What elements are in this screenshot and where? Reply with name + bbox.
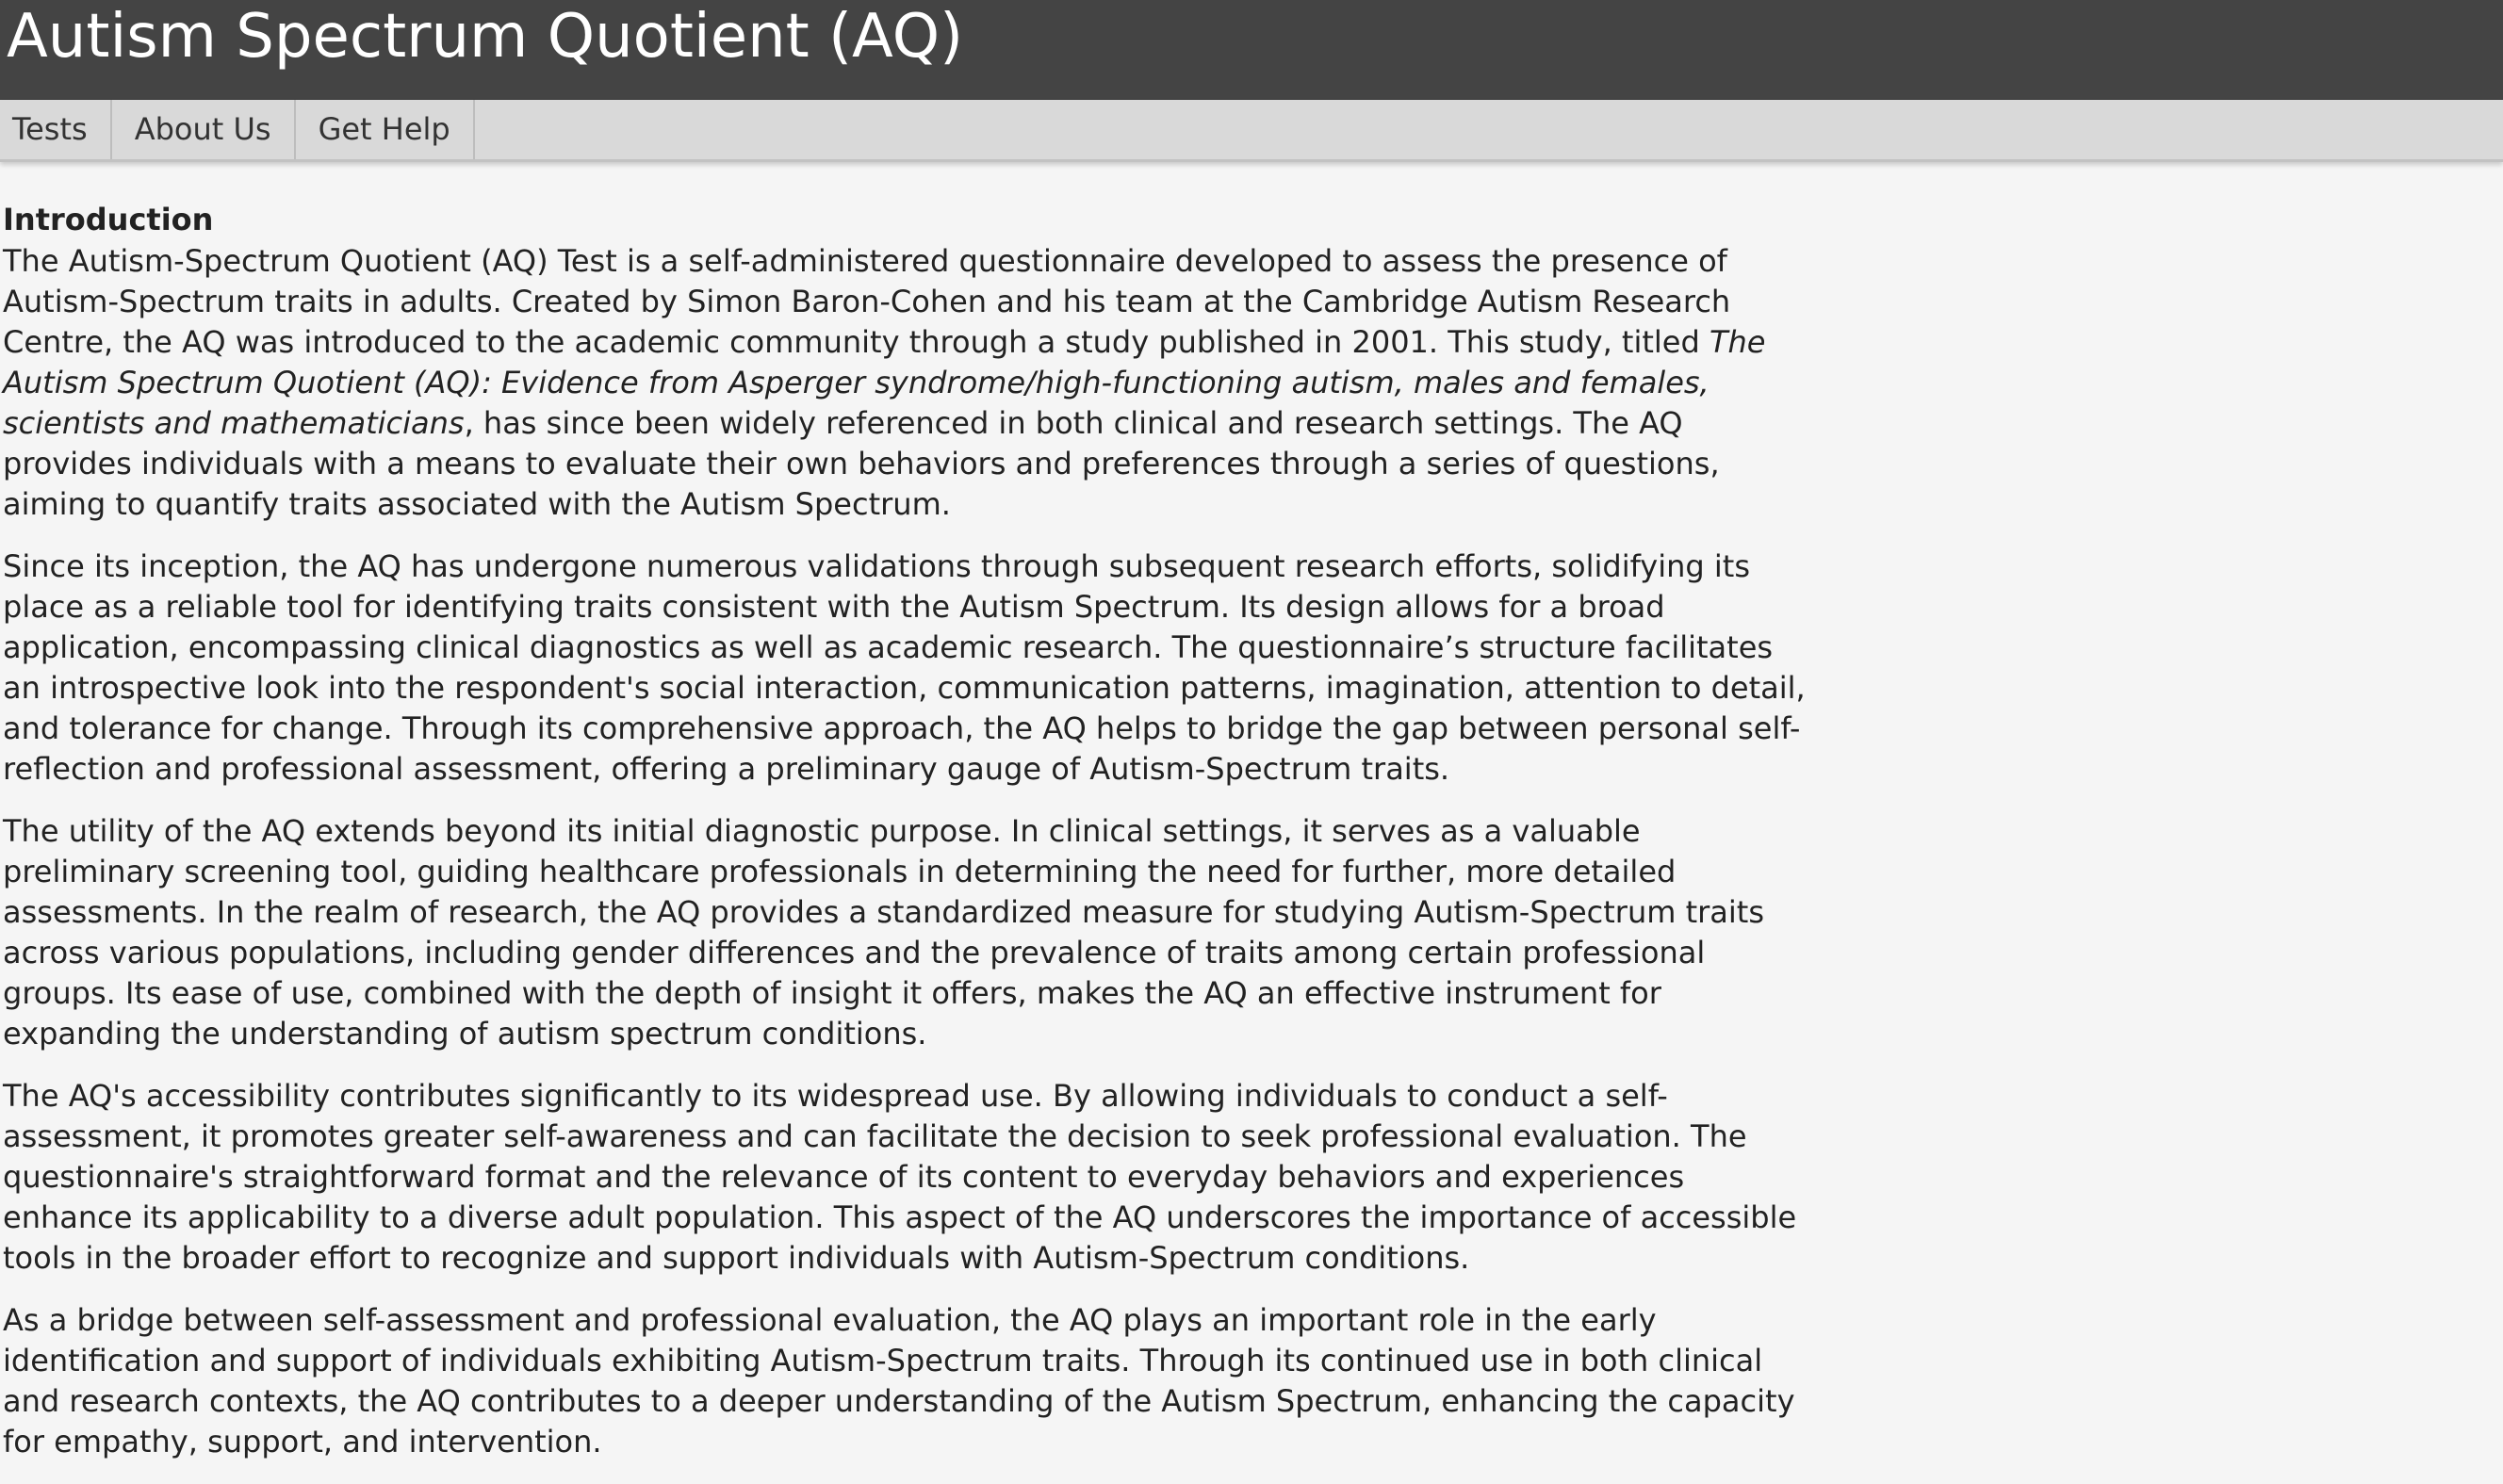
intro-paragraph-4: The AQ's accessibility contributes significantly to its widespread use. By allowing individuals to conduct a self-assessment, it promotes greater self-awareness and can facilitate the decision to seek professional evaluation. The questionnaire's straightforward format and the relevance of its content to everyday behaviors and experiences enhance its applicability to a diverse adult population. This aspect of the AQ underscores the importance of accessible tools in the broader effort to recognize and support individuals with Autism-Spectrum conditions.	[3, 1078, 1797, 1276]
study-title: The Autism Spectrum Quotient (AQ): Evidence from Asperger syndrome/high-functioning autism, males and females, scientists and mathematicians	[3, 324, 1766, 441]
intro-paragraph-5: As a bridge between self-assessment and professional evaluation, the AQ plays an important role in the early identification and support of individuals exhibiting Autism-Spectrum traits. Through its continued use in both clinical and research contexts, the AQ contributes to a deeper understanding of the Autism Spectrum, enhancing the capacity for empathy, support, and intervention.	[3, 1302, 1795, 1460]
p1-text-before: The Autism-Spectrum Quotient (AQ) Test is a self-administered questionnaire developed to assess the presence of Autism-Spectrum traits in adults. Created by Simon Baron-Cohen and his team at the Cambridge Autism Research Centre, the AQ was introduced to the academic community through a study published in 2001. This study, titled	[3, 243, 1731, 360]
main-nav	[0, 100, 2503, 162]
nav-item-about-us[interactable]: About Us	[112, 100, 296, 159]
intro-paragraph-3: The utility of the AQ extends beyond its initial diagnostic purpose. In clinical settings, it serves as a valuable preliminary screening tool, guiding healthcare professionals in determining the need for further, more detailed assessments. In the realm of research, the AQ provides a standardized measure for studying Autism-Spectrum traits across various populations, including gender differences and the prevalence of traits among certain professional groups. Its ease of use, combined with the depth of insight it offers, makes the AQ an effective instrument for expanding the understanding of autism spectrum conditions.	[3, 813, 1764, 1052]
nav-item-tests[interactable]: Tests	[0, 100, 112, 159]
intro-paragraph-1	[3, 241, 1817, 525]
p1-text-after: , has since been widely referenced in both clinical and research settings. The AQ provides individuals with a means to evaluate their own behaviors and preferences through a series of questions, aiming to quantify traits associated with the Autism Spectrum.	[3, 405, 1720, 522]
site-title: Autism Spectrum Quotient (AQ)	[7, 2, 964, 72]
site-header	[0, 0, 2503, 100]
main-content	[3, 199, 1817, 1484]
section-heading-introduction: Introduction	[3, 202, 214, 237]
intro-paragraph-2: Since its inception, the AQ has undergone numerous validations through subsequent research efforts, solidifying its place as a reliable tool for identifying traits consistent with the Autism Spectrum. Its design allows for a broad application, encompassing clinical diagnostics as well as academic research. The questionnaire’s structure facilitates an introspective look into the respondent's social interaction, communication patterns, imagination, attention to detail, and tolerance for change. Through its comprehensive approach, the AQ helps to bridge the gap between personal self-reflection and professional assessment, offering a preliminary gauge of Autism-Spectrum traits.	[3, 548, 1806, 787]
nav-item-get-help[interactable]: Get Help	[296, 100, 475, 159]
